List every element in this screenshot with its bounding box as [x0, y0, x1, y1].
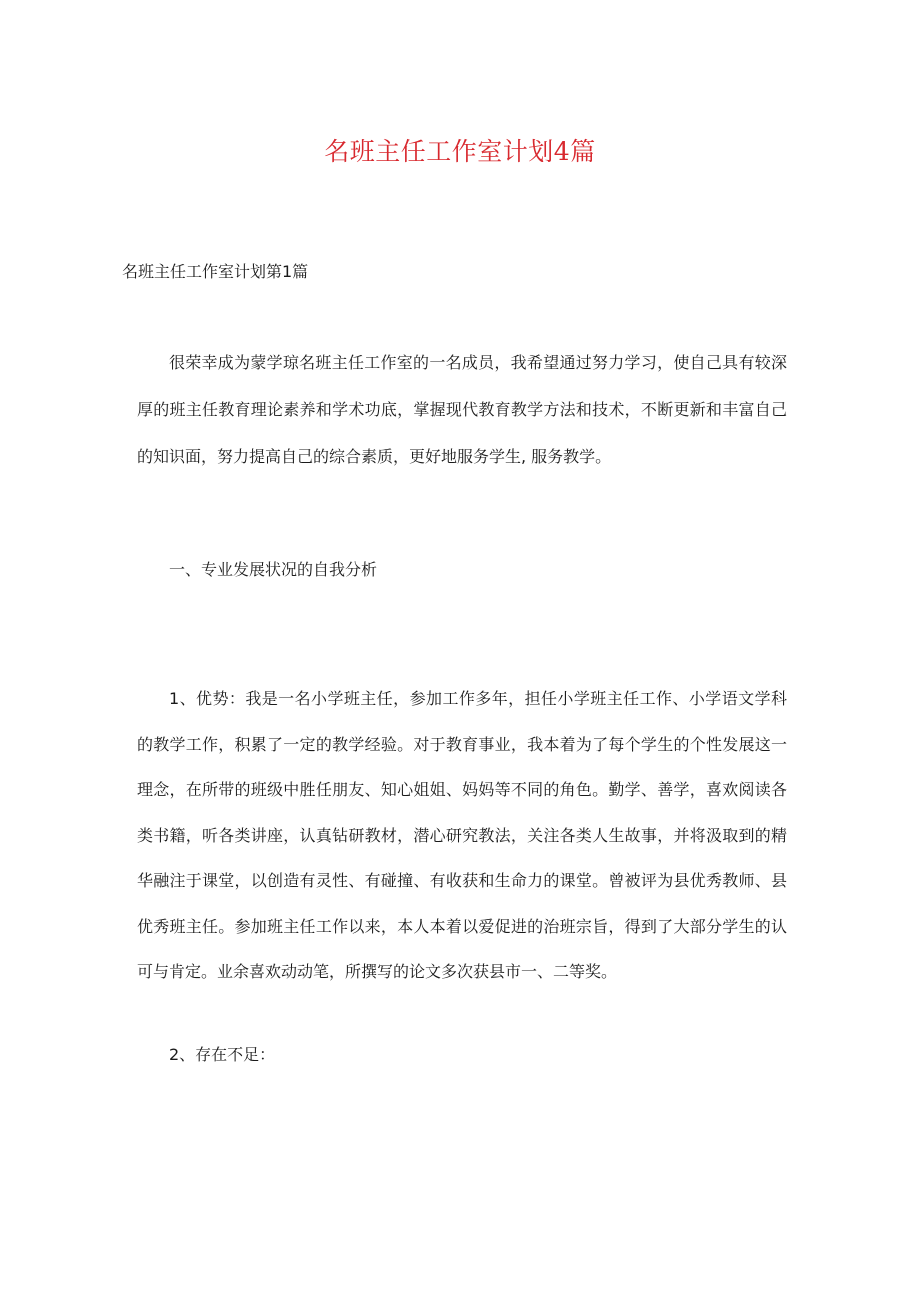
part-heading: 名班主任工作室计划第1篇 — [122, 262, 309, 281]
intro-paragraph: 很荣幸成为蒙学琼名班主任工作室的一名成员，我希望通过努力学习，使自己具有较深厚的班主任教育理论素养和学术功底，掌握现代教育教学方法和技术，不断更新和丰富自己的知识面，努力提高自己的综合素质，更好地服务学生, 服务教学。 — [137, 353, 787, 466]
document-title: 名班主任工作室计划4篇 — [324, 137, 596, 166]
advantage-paragraph: 1、优势：我是一名小学班主任，参加工作多年，担任小学班主任工作、小学语文学科的教学工作，积累了一定的教学经验。对于教育事业，我本着为了每个学生的个性发展这一理念，在所带的班级中胜任朋友、知心姐姐、妈妈等不同的角色。勤学、善学，喜欢阅读各类书籍，听各类讲座，认真钻研教材，潜心研究教法，关注各类人生故事，并将汲取到的精华融注于课堂，以创造有灵性、有碰撞、有收获和生命力的课堂。曾被评为县优秀教师、县优秀班主任。参加班主任工作以来，本人本着以爱促进的治班宗旨，得到了大部分学生的认可与肯定。业余喜欢动动笔，所撰写的论文多次获县市一、二等奖。 — [137, 689, 787, 981]
section-heading: 一、专业发展状况的自我分析 — [169, 560, 378, 579]
weakness-paragraph: 2、存在不足： — [169, 1045, 276, 1064]
